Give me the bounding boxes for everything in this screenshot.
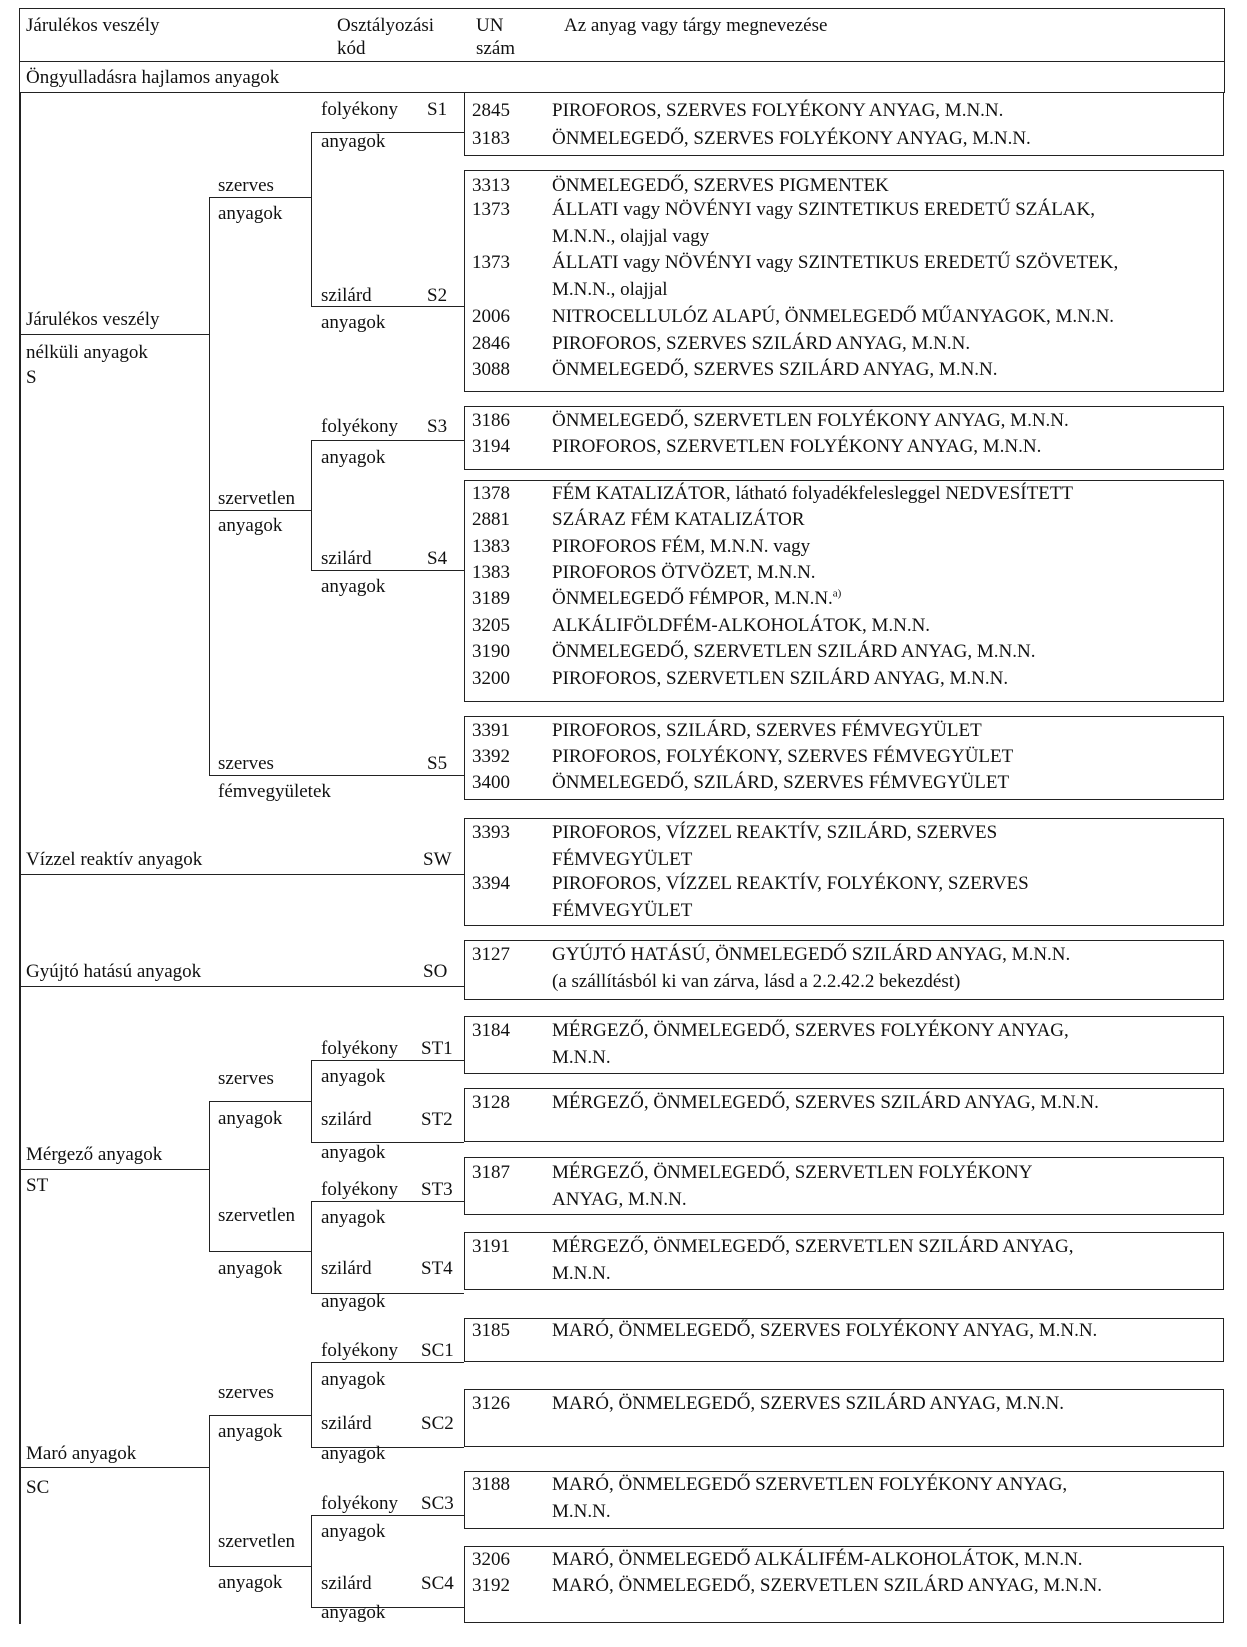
substance-name bbox=[552, 666, 1192, 693]
substance-name-line: MARÓ, ÖNMELEGEDŐ SZERVETLEN FOLYÉKONY ANYAG, bbox=[552, 1474, 1068, 1495]
substance-name bbox=[552, 820, 1192, 873]
s3-line bbox=[311, 440, 464, 441]
st3-folyekony: folyékony bbox=[321, 1179, 399, 1200]
substance-name-line: MARÓ, ÖNMELEGEDŐ, SZERVETLEN SZILÁRD ANYAG, M.N.N. bbox=[552, 1575, 1102, 1596]
substance-name-line: ÖNMELEGEDŐ, SZERVES FOLYÉKONY ANYAG, M.N.N. bbox=[552, 128, 1031, 149]
un-number: 2006 bbox=[472, 306, 510, 327]
sc1-line bbox=[311, 1362, 464, 1363]
un-number: 2846 bbox=[472, 333, 510, 354]
un-number: 3400 bbox=[472, 772, 510, 793]
header-col-code-1: Osztályozási bbox=[337, 15, 435, 36]
s4-code: S4 bbox=[427, 548, 448, 569]
s3-anyagok: anyagok bbox=[321, 447, 386, 468]
s2-szilard: szilárd bbox=[321, 285, 372, 306]
substance-name-line: M.N.N., olajjal bbox=[552, 278, 668, 300]
substance-name-line: FÉMVEGYÜLET bbox=[552, 899, 693, 921]
sc3-line bbox=[311, 1515, 464, 1516]
substance-name-line: PIROFOROS, SZERVETLEN FOLYÉKONY ANYAG, M.N.N. bbox=[552, 436, 1042, 457]
header-col-un-1: UN bbox=[476, 15, 504, 36]
s4-line bbox=[311, 570, 464, 571]
s-organic-anyagok: anyagok bbox=[218, 203, 283, 224]
substance-name-line: M.N.N. bbox=[552, 1500, 611, 1522]
st-underline bbox=[19, 1169, 210, 1170]
group-st-label-2: ST bbox=[26, 1175, 49, 1196]
st-inorganic-vline bbox=[311, 1201, 312, 1293]
so-code: SO bbox=[423, 961, 448, 982]
substance-name bbox=[552, 871, 1192, 924]
sc1-folyekony: folyékony bbox=[321, 1340, 399, 1361]
s3-code: S3 bbox=[427, 416, 448, 437]
substance-name bbox=[552, 331, 1192, 358]
st-organic-vline bbox=[311, 1060, 312, 1142]
substance-name bbox=[552, 1391, 1192, 1418]
un-number: 2845 bbox=[472, 100, 510, 121]
substance-name bbox=[552, 173, 1192, 200]
substance-name bbox=[552, 1234, 1192, 1287]
un-number: 3394 bbox=[472, 873, 510, 894]
substance-name-line: SZÁRAZ FÉM KATALIZÁTOR bbox=[552, 509, 805, 530]
substance-name-line: M.N.N., olajjal vagy bbox=[552, 225, 710, 247]
un-number: 3194 bbox=[472, 436, 510, 457]
un-number: 3205 bbox=[472, 615, 510, 636]
sc-organic-hline bbox=[209, 1415, 312, 1416]
substance-name-line: PIROFOROS, SZERVETLEN SZILÁRD ANYAG, M.N.N. bbox=[552, 668, 1009, 689]
substance-name-line: MÉRGEZŐ, ÖNMELEGEDŐ, SZERVETLEN FOLYÉKONY bbox=[552, 1162, 1033, 1183]
sw-line bbox=[19, 874, 464, 875]
sc4-szilard: szilárd bbox=[321, 1573, 372, 1594]
substance-name-line: M.N.N. bbox=[552, 1262, 611, 1284]
substance-name-line: MÉRGEZŐ, ÖNMELEGEDŐ, SZERVES FOLYÉKONY ANYAG, bbox=[552, 1020, 1069, 1041]
substance-name-line: ALKÁLIFÖLDFÉM-ALKOHOLÁTOK, M.N.N. bbox=[552, 615, 931, 636]
substance-name bbox=[552, 1318, 1192, 1345]
s1-anyagok: anyagok bbox=[321, 131, 386, 152]
substance-name bbox=[552, 434, 1192, 461]
sc3-code: SC3 bbox=[421, 1493, 454, 1514]
header-col-hazard: Járulékos veszély bbox=[26, 15, 160, 36]
substance-name bbox=[552, 586, 1192, 613]
un-number: 3392 bbox=[472, 746, 510, 767]
st1-anyagok: anyagok bbox=[321, 1066, 386, 1087]
substance-name-line: ÖNMELEGEDŐ, SZERVES SZILÁRD ANYAG, M.N.N. bbox=[552, 359, 998, 380]
substance-name bbox=[552, 1472, 1192, 1525]
s-organic-hline bbox=[209, 197, 312, 198]
st-branch-vertical bbox=[209, 1101, 210, 1251]
st4-code: ST4 bbox=[421, 1258, 453, 1279]
group-sc-label-2: SC bbox=[26, 1477, 50, 1498]
st-organic-anyagok: anyagok bbox=[218, 1108, 283, 1129]
substance-name bbox=[552, 534, 1192, 561]
substance-name bbox=[552, 1090, 1192, 1117]
s5-code: S5 bbox=[427, 753, 448, 774]
substance-name bbox=[552, 613, 1192, 640]
substance-name-line: MÉRGEZŐ, ÖNMELEGEDŐ, SZERVETLEN SZILÁRD ANYAG, bbox=[552, 1236, 1074, 1257]
sc-inorganic-hline bbox=[209, 1566, 312, 1567]
st1-code: ST1 bbox=[421, 1038, 453, 1059]
st-inorganic-hline bbox=[209, 1251, 312, 1252]
un-number: 1383 bbox=[472, 536, 510, 557]
sc4-code: SC4 bbox=[421, 1573, 454, 1594]
sc-branch-vertical bbox=[209, 1415, 210, 1566]
substance-name-line: ÁLLATI vagy NÖVÉNYI vagy SZINTETIKUS EREDETŰ SZÁLAK, bbox=[552, 199, 1095, 220]
substance-name-line: PIROFOROS ÖTVÖZET, M.N.N. bbox=[552, 562, 816, 583]
st3-anyagok: anyagok bbox=[321, 1207, 386, 1228]
substance-name bbox=[552, 408, 1192, 435]
st2-code: ST2 bbox=[421, 1109, 453, 1130]
un-number: 3200 bbox=[472, 668, 510, 689]
substance-name bbox=[552, 1547, 1192, 1574]
substance-name-line-wrap bbox=[552, 586, 1192, 613]
substance-name bbox=[552, 718, 1192, 745]
s4-anyagok: anyagok bbox=[321, 576, 386, 597]
substance-name bbox=[552, 1160, 1192, 1213]
substance-name-line: PIROFOROS, SZERVES SZILÁRD ANYAG, M.N.N. bbox=[552, 333, 971, 354]
substance-name-line: PIROFOROS FÉM, M.N.N. vagy bbox=[552, 536, 811, 557]
header-col-code-2: kód bbox=[337, 38, 366, 59]
so-line bbox=[19, 986, 464, 987]
un-number: 3391 bbox=[472, 720, 510, 741]
s-inorganic-label: szervetlen bbox=[218, 488, 296, 509]
substance-name-line: MÉRGEZŐ, ÖNMELEGEDŐ, SZERVES SZILÁRD ANYAG, M.N.N. bbox=[552, 1092, 1099, 1113]
substance-name-line: MARÓ, ÖNMELEGEDŐ ALKÁLIFÉM-ALKOHOLÁTOK, M.N.N. bbox=[552, 1549, 1083, 1570]
sc-organic-label: szerves bbox=[218, 1382, 274, 1403]
s-branch-vertical bbox=[209, 197, 210, 775]
sc2-anyagok: anyagok bbox=[321, 1443, 386, 1464]
substance-name-line: PIROFOROS, FOLYÉKONY, SZERVES FÉMVEGYÜLET bbox=[552, 746, 1014, 767]
sc1-anyagok: anyagok bbox=[321, 1369, 386, 1390]
s1-code: S1 bbox=[427, 99, 448, 120]
group-sc-label-1: Maró anyagok bbox=[26, 1443, 137, 1464]
substance-name bbox=[552, 481, 1192, 508]
sc-inorganic-anyagok: anyagok bbox=[218, 1572, 283, 1593]
st3-code: ST3 bbox=[421, 1179, 453, 1200]
un-number: 3183 bbox=[472, 128, 510, 149]
section-title: Öngyulladásra hajlamos anyagok bbox=[26, 67, 280, 88]
substance-name-line: ÖNMELEGEDŐ, SZERVETLEN FOLYÉKONY ANYAG, M.N.N. bbox=[552, 410, 1069, 431]
left-border-line bbox=[19, 92, 21, 1624]
st2-szilard: szilárd bbox=[321, 1109, 372, 1130]
sc2-code: SC2 bbox=[421, 1413, 454, 1434]
group-sw-label: Vízzel reaktív anyagok bbox=[26, 849, 203, 870]
substance-name bbox=[552, 357, 1192, 384]
s-inorganic-anyagok: anyagok bbox=[218, 515, 283, 536]
substance-name-line: PIROFOROS, SZERVES FOLYÉKONY ANYAG, M.N.N. bbox=[552, 100, 1004, 121]
substance-name bbox=[552, 560, 1192, 587]
un-number: 3190 bbox=[472, 641, 510, 662]
group-s-label-3: S bbox=[26, 367, 37, 388]
sc3-anyagok: anyagok bbox=[321, 1521, 386, 1542]
header-col-un-2: szám bbox=[476, 38, 516, 59]
s-organic-label: szerves bbox=[218, 175, 274, 196]
substance-name bbox=[552, 98, 1192, 125]
group-st-label-1: Mérgező anyagok bbox=[26, 1144, 163, 1165]
substance-name-line: ÖNMELEGEDŐ, SZERVETLEN SZILÁRD ANYAG, M.N.N. bbox=[552, 641, 1036, 662]
substance-name bbox=[552, 126, 1192, 153]
group-so-label: Gyújtó hatású anyagok bbox=[26, 961, 202, 982]
st-inorganic-anyagok: anyagok bbox=[218, 1258, 283, 1279]
substance-name-line: PIROFOROS, VÍZZEL REAKTÍV, SZILÁRD, SZERVES bbox=[552, 822, 998, 843]
substance-name-line: NITROCELLULÓZ ALAPÚ, ÖNMELEGEDŐ MŰANYAGOK, M.N.N. bbox=[552, 306, 1115, 327]
un-number: 3088 bbox=[472, 359, 510, 380]
un-number: 3184 bbox=[472, 1020, 510, 1041]
un-number: 1373 bbox=[472, 199, 510, 220]
substance-name bbox=[552, 197, 1192, 250]
substance-name bbox=[552, 304, 1192, 331]
sc-organic-anyagok: anyagok bbox=[218, 1421, 283, 1442]
sc1-code: SC1 bbox=[421, 1340, 454, 1361]
st-organic-label: szerves bbox=[218, 1068, 274, 1089]
s5-femvegyuletek: fémvegyületek bbox=[218, 781, 331, 802]
group-s-underline bbox=[19, 334, 210, 335]
s5-line bbox=[209, 775, 464, 776]
un-number: 3126 bbox=[472, 1393, 510, 1414]
st-inorganic-label: szervetlen bbox=[218, 1205, 296, 1226]
st1-folyekony: folyékony bbox=[321, 1038, 399, 1059]
un-number: 3192 bbox=[472, 1575, 510, 1596]
footnote-marker: a) bbox=[832, 587, 842, 600]
substance-name bbox=[552, 639, 1192, 666]
un-number: 3187 bbox=[472, 1162, 510, 1183]
s4-szilard: szilárd bbox=[321, 548, 372, 569]
sc3-folyekony: folyékony bbox=[321, 1493, 399, 1514]
substance-name-line: (a szállításból ki van zárva, lásd a 2.2.42.2 bekezdést) bbox=[552, 970, 961, 992]
sc-organic-vline bbox=[311, 1362, 312, 1447]
un-number: 3313 bbox=[472, 175, 510, 196]
sc2-szilard: szilárd bbox=[321, 1413, 372, 1434]
un-number: 3185 bbox=[472, 1320, 510, 1341]
substance-name-line: FÉMVEGYÜLET bbox=[552, 848, 693, 870]
substance-name bbox=[552, 744, 1192, 771]
substance-name-line: MARÓ, ÖNMELEGEDŐ, SZERVES SZILÁRD ANYAG, M.N.N. bbox=[552, 1393, 1065, 1414]
header-col-name: Az anyag vagy tárgy megnevezése bbox=[564, 15, 828, 36]
un-number: 2881 bbox=[472, 509, 510, 530]
un-number: 3127 bbox=[472, 944, 510, 965]
substance-name-line: GYÚJTÓ HATÁSÚ, ÖNMELEGEDŐ SZILÁRD ANYAG, M.N.N. bbox=[552, 944, 1071, 965]
substance-name bbox=[552, 942, 1192, 995]
un-number: 3191 bbox=[472, 1236, 510, 1257]
substance-name bbox=[552, 1573, 1192, 1600]
substance-name-line: PIROFOROS, SZILÁRD, SZERVES FÉMVEGYÜLET bbox=[552, 720, 982, 741]
un-number: 3128 bbox=[472, 1092, 510, 1113]
substance-name-line: PIROFOROS, VÍZZEL REAKTÍV, FOLYÉKONY, SZERVES bbox=[552, 873, 1029, 894]
un-number: 3206 bbox=[472, 1549, 510, 1570]
substance-name-line: ANYAG, M.N.N. bbox=[552, 1188, 687, 1210]
group-s-label-1: Járulékos veszély bbox=[26, 309, 160, 330]
substance-name-line: MARÓ, ÖNMELEGEDŐ, SZERVES FOLYÉKONY ANYAG, M.N.N. bbox=[552, 1320, 1098, 1341]
un-number: 1378 bbox=[472, 483, 510, 504]
substance-name-line: ÖNMELEGEDŐ, SZERVES PIGMENTEK bbox=[552, 175, 889, 196]
un-number: 3393 bbox=[472, 822, 510, 843]
s-inorganic-hline bbox=[209, 510, 312, 511]
st4-szilard: szilárd bbox=[321, 1258, 372, 1279]
s3-folyekony: folyékony bbox=[321, 416, 399, 437]
substance-name-line: ÖNMELEGEDŐ FÉMPOR, M.N.N. bbox=[552, 588, 833, 609]
s5-szerves: szerves bbox=[218, 753, 274, 774]
un-number: 1383 bbox=[472, 562, 510, 583]
st-organic-hline bbox=[209, 1101, 312, 1102]
un-number: 3189 bbox=[472, 588, 510, 609]
sw-code: SW bbox=[423, 849, 452, 870]
st2-anyagok: anyagok bbox=[321, 1142, 386, 1163]
s-inorganic-vline bbox=[311, 440, 312, 570]
s-organic-vline bbox=[311, 132, 312, 306]
group-s-label-2: nélküli anyagok bbox=[26, 342, 148, 363]
s2-anyagok: anyagok bbox=[321, 312, 386, 333]
substance-name-line: FÉM KATALIZÁTOR, látható folyadékfelesleggel NEDVESÍTETT bbox=[552, 483, 1074, 504]
un-number: 3186 bbox=[472, 410, 510, 431]
sc-inorganic-label: szervetlen bbox=[218, 1531, 296, 1552]
substance-name bbox=[552, 507, 1192, 534]
s1-folyekony: folyékony bbox=[321, 99, 399, 120]
substance-name-line: ÖNMELEGEDŐ, SZILÁRD, SZERVES FÉMVEGYÜLET bbox=[552, 772, 1010, 793]
substance-name bbox=[552, 250, 1192, 303]
s2-code: S2 bbox=[427, 285, 448, 306]
sc-underline bbox=[19, 1467, 210, 1468]
un-number: 3188 bbox=[472, 1474, 510, 1495]
substance-name-line: M.N.N. bbox=[552, 1046, 611, 1068]
substance-name-line: ÁLLATI vagy NÖVÉNYI vagy SZINTETIKUS EREDETŰ SZÖVETEK, bbox=[552, 252, 1119, 273]
un-number: 1373 bbox=[472, 252, 510, 273]
st4-anyagok: anyagok bbox=[321, 1291, 386, 1312]
substance-name bbox=[552, 770, 1192, 797]
sc4-anyagok: anyagok bbox=[321, 1602, 386, 1623]
st1-line bbox=[311, 1060, 464, 1061]
st3-line bbox=[311, 1201, 464, 1202]
sc-inorganic-vline bbox=[311, 1515, 312, 1607]
substance-name bbox=[552, 1018, 1192, 1071]
